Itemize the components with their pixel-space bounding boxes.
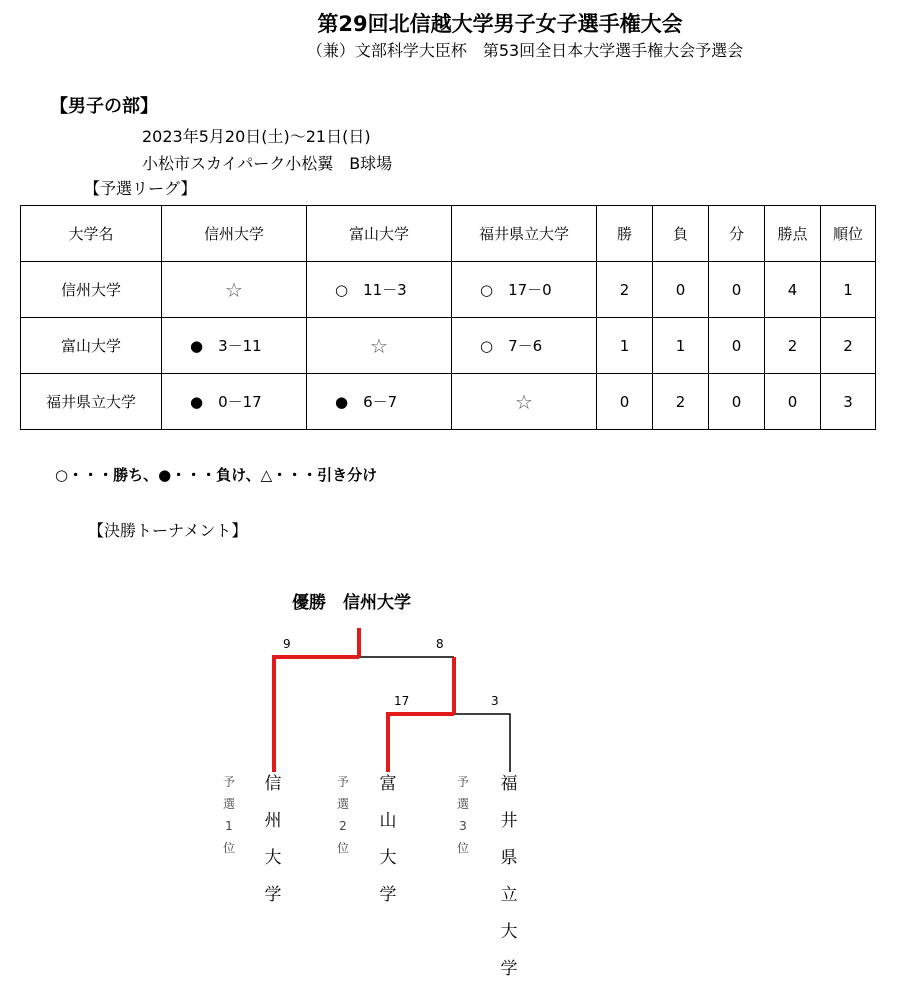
result-cell: ● 0－17 <box>162 374 307 430</box>
self-match-cell: ☆ <box>452 374 597 430</box>
draws-cell: 0 <box>709 374 765 430</box>
team-char: 大 <box>264 848 282 868</box>
page-title: 第29回北信越大学男子女子選手権大会 <box>317 12 683 36</box>
team-name-vertical-2 <box>378 776 398 924</box>
team-char: 立 <box>500 885 518 905</box>
team-char: 信 <box>264 774 282 794</box>
team-char: 大 <box>500 922 518 942</box>
result-cell: ○ 11－3 <box>307 262 452 318</box>
event-venue: 小松市スカイパーク小松翼 B球場 <box>142 154 393 173</box>
rank-cell: 1 <box>821 262 876 318</box>
team-char: 学 <box>500 959 518 979</box>
points-cell: 4 <box>765 262 821 318</box>
team-name-cell: 福井県立大学 <box>21 374 162 430</box>
rank-cell: 3 <box>821 374 876 430</box>
column-header: 負 <box>653 206 709 262</box>
wins-cell: 0 <box>597 374 653 430</box>
seed-char: 位 <box>336 841 349 855</box>
result-cell: ○ 7－6 <box>452 318 597 374</box>
result-cell: ● 6－7 <box>307 374 452 430</box>
team-char: 県 <box>500 848 518 868</box>
semi-score-right: 3 <box>491 694 499 708</box>
league-heading: 【予選リーグ】 <box>84 179 197 198</box>
draws-cell: 0 <box>709 318 765 374</box>
points-cell: 0 <box>765 374 821 430</box>
result-cell: ● 3－11 <box>162 318 307 374</box>
losses-cell: 2 <box>653 374 709 430</box>
section-heading: 【男子の部】 <box>50 96 158 117</box>
seed-char: 1 <box>225 819 233 833</box>
event-date: 2023年5月20日(土)〜21日(日) <box>142 127 371 146</box>
column-header: 大学名 <box>21 206 162 262</box>
page-subtitle: （兼）文部科学大臣杯 第53回全日本大学選手権大会予選会 <box>306 41 744 60</box>
column-header: 信州大学 <box>162 206 307 262</box>
team-char: 山 <box>379 811 397 831</box>
result-cell: ○ 17－0 <box>452 262 597 318</box>
team-char: 学 <box>379 885 397 905</box>
team-name-cell: 信州大学 <box>21 262 162 318</box>
champion-label: 優勝 信州大学 <box>292 593 411 613</box>
seed-char: 位 <box>456 841 469 855</box>
seed-label-1 <box>219 776 239 864</box>
column-header: 勝点 <box>765 206 821 262</box>
semi-right-line <box>454 714 510 772</box>
seed-char: 選 <box>222 797 235 811</box>
seed-char: 予 <box>222 775 235 789</box>
rank-cell: 2 <box>821 318 876 374</box>
team-name-vertical-3 <box>499 776 519 998</box>
team-char: 福 <box>500 774 518 794</box>
result-legend: ○・・・勝ち、●・・・負け、△・・・引き分け <box>55 466 378 484</box>
seed-char: 選 <box>336 797 349 811</box>
seed-char: 3 <box>459 819 467 833</box>
team-char: 州 <box>264 811 282 831</box>
column-header: 順位 <box>821 206 876 262</box>
team-name-cell: 富山大学 <box>21 318 162 374</box>
semi-score-left: 17 <box>394 694 410 708</box>
seed-label-3 <box>453 776 473 864</box>
team-char: 学 <box>264 885 282 905</box>
draws-cell: 0 <box>709 262 765 318</box>
seed-char: 予 <box>456 775 469 789</box>
column-header: 富山大学 <box>307 206 452 262</box>
column-header: 分 <box>709 206 765 262</box>
seed-char: 位 <box>222 841 235 855</box>
final-score-left: 9 <box>283 637 291 651</box>
losses-cell: 1 <box>653 318 709 374</box>
semi-left-winner-line <box>388 714 454 772</box>
final-score-right: 8 <box>436 637 444 651</box>
team-char: 富 <box>379 774 397 794</box>
seed-char: 予 <box>336 775 349 789</box>
losses-cell: 0 <box>653 262 709 318</box>
team-char: 大 <box>379 848 397 868</box>
column-header: 福井県立大学 <box>452 206 597 262</box>
team-name-vertical-1 <box>263 776 283 924</box>
seed-char: 選 <box>456 797 469 811</box>
points-cell: 2 <box>765 318 821 374</box>
column-header: 勝 <box>597 206 653 262</box>
self-match-cell: ☆ <box>307 318 452 374</box>
team-char: 井 <box>500 811 518 831</box>
final-left-winner-line <box>274 657 359 772</box>
seed-char: 2 <box>339 819 347 833</box>
wins-cell: 1 <box>597 318 653 374</box>
tournament-heading: 【決勝トーナメント】 <box>88 521 248 540</box>
wins-cell: 2 <box>597 262 653 318</box>
self-match-cell: ☆ <box>162 262 307 318</box>
seed-label-2 <box>333 776 353 864</box>
